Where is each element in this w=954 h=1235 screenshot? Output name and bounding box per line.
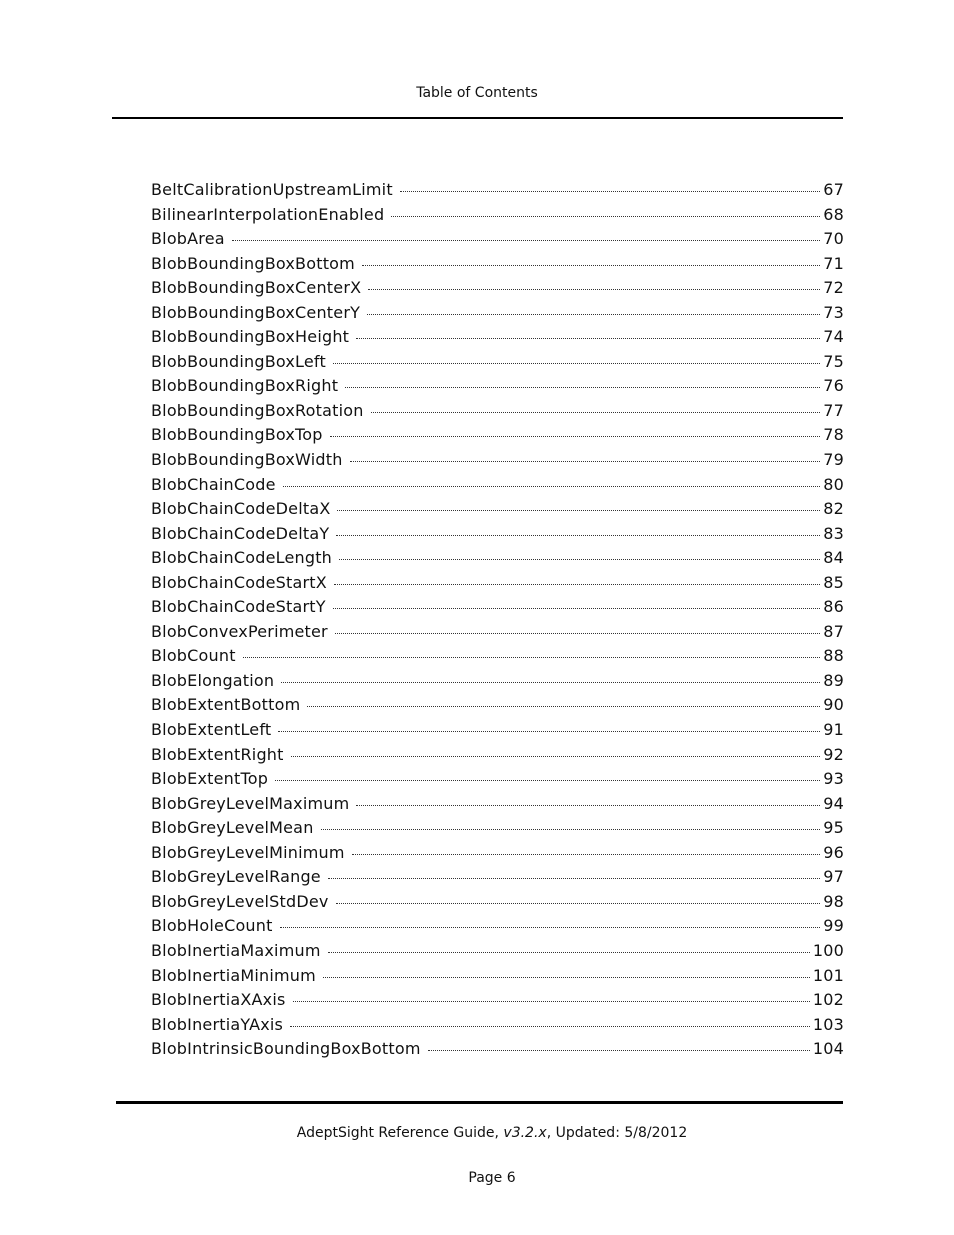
toc-entry-page-number[interactable]: 82 (823, 499, 844, 519)
toc-dot-leader (339, 558, 820, 560)
toc-entry[interactable] (151, 546, 844, 571)
toc-entry-title[interactable]: BlobGreyLevelStdDev (151, 891, 329, 911)
toc-entry[interactable] (151, 571, 844, 596)
toc-entry-page-number[interactable]: 86 (823, 597, 844, 617)
toc-entry-page-number[interactable]: 83 (823, 523, 844, 543)
toc-entry-title[interactable]: BlobExtentLeft (151, 720, 272, 740)
toc-entry[interactable] (151, 914, 844, 939)
toc-entry-title[interactable]: BlobBoundingBoxBottom (151, 253, 355, 273)
toc-entry-title[interactable]: BlobChainCode (151, 474, 276, 494)
toc-entry-page-number[interactable]: 85 (823, 572, 844, 592)
toc-entry[interactable] (151, 301, 844, 326)
toc-entry[interactable] (151, 792, 844, 817)
toc-entry[interactable] (151, 890, 844, 915)
toc-dot-leader (290, 1025, 810, 1027)
toc-entry[interactable] (151, 178, 844, 203)
toc-entry-title[interactable]: BlobBoundingBoxRotation (151, 400, 364, 420)
toc-list (151, 178, 844, 1062)
toc-entry-page-number[interactable]: 71 (823, 253, 844, 273)
toc-dot-leader (336, 534, 820, 536)
toc-dot-leader (337, 509, 820, 511)
toc-entry-page-number[interactable]: 90 (823, 695, 844, 715)
toc-entry-page-number[interactable]: 99 (823, 916, 844, 936)
footer-divider (116, 1101, 843, 1104)
toc-dot-leader (371, 411, 821, 413)
toc-entry[interactable] (151, 964, 844, 989)
toc-dot-leader (275, 779, 820, 781)
toc-dot-leader (291, 755, 821, 757)
toc-entry-page-number[interactable]: 73 (823, 302, 844, 322)
toc-entry[interactable] (151, 522, 844, 547)
toc-entry[interactable] (151, 473, 844, 498)
toc-entry-page-number[interactable]: 95 (823, 818, 844, 838)
toc-dot-leader (334, 583, 820, 585)
toc-entry-title[interactable]: BlobBoundingBoxCenterX (151, 278, 362, 298)
toc-entry-title[interactable]: BlobBoundingBoxCenterY (151, 302, 361, 322)
toc-dot-leader (283, 485, 821, 487)
toc-entry-page-number[interactable]: 67 (823, 180, 844, 199)
toc-entry-page-number[interactable]: 75 (823, 351, 844, 371)
toc-entry-page-number[interactable]: 72 (823, 278, 844, 298)
toc-entry-title[interactable]: BlobChainCodeStartX (151, 572, 327, 592)
toc-dot-leader (428, 1049, 810, 1051)
toc-entry[interactable] (151, 620, 844, 645)
toc-entry[interactable] (151, 497, 844, 522)
toc-entry-page-number[interactable]: 98 (823, 891, 844, 911)
toc-entry-title[interactable]: BlobInertiaMaximum (151, 940, 321, 960)
toc-entry-title[interactable]: BlobGreyLevelRange (151, 867, 321, 887)
page-header (0, 84, 954, 102)
header-title: Table of Contents (416, 85, 538, 101)
toc-entry-title[interactable]: BlobBoundingBoxHeight (151, 327, 350, 347)
toc-entry-page-number[interactable]: 96 (823, 842, 844, 862)
page-number-label: Page 6 (468, 1170, 516, 1186)
toc-entry-title[interactable]: BlobBoundingBoxTop (151, 425, 323, 445)
toc-entry[interactable] (151, 399, 844, 424)
toc-dot-leader (330, 435, 821, 437)
toc-entry-page-number[interactable]: 88 (823, 646, 844, 666)
toc-entry-title[interactable]: BlobChainCodeLength (151, 548, 333, 568)
toc-entry[interactable] (151, 816, 844, 841)
toc-entry-title[interactable]: BlobInertiaMinimum (151, 965, 316, 985)
toc-entry[interactable] (151, 644, 844, 669)
toc-entry-title[interactable]: BlobExtentRight (151, 744, 284, 764)
toc-entry-page-number[interactable]: 92 (823, 744, 844, 764)
toc-entry-page-number[interactable]: 91 (823, 720, 844, 740)
toc-dot-leader (333, 362, 820, 364)
toc-entry-page-number[interactable]: 93 (823, 769, 844, 789)
toc-dot-leader (345, 386, 820, 388)
toc-entry[interactable] (151, 841, 844, 866)
toc-entry-page-number[interactable]: 104 (812, 1039, 844, 1059)
toc-entry-page-number[interactable]: 87 (823, 621, 844, 641)
toc-dot-leader (281, 681, 820, 683)
footer-version: v3.2.x (503, 1125, 547, 1141)
toc-entry-title[interactable]: BlobBoundingBoxRight (151, 376, 339, 396)
toc-entry[interactable] (151, 718, 844, 743)
toc-entry-title[interactable]: BlobConvexPerimeter (151, 621, 328, 641)
toc-dot-leader (328, 951, 810, 953)
toc-entry-title[interactable]: BlobElongation (151, 670, 275, 690)
toc-entry[interactable] (151, 939, 844, 964)
toc-dot-leader (335, 632, 820, 634)
footer-updated: , Updated: 5/8/2012 (546, 1125, 688, 1141)
toc-entry[interactable] (151, 865, 844, 890)
toc-entry[interactable] (151, 350, 844, 375)
toc-entry[interactable] (151, 1037, 844, 1062)
toc-entry[interactable] (151, 252, 844, 277)
toc-entry-title[interactable]: BlobChainCodeStartY (151, 597, 326, 617)
toc-dot-leader (356, 804, 820, 806)
toc-entry[interactable] (151, 693, 844, 718)
toc-dot-leader (336, 902, 821, 904)
footer-guide-name: AdeptSight Reference Guide (296, 1125, 495, 1141)
toc-entry-page-number[interactable]: 74 (823, 327, 844, 347)
toc-entry-title[interactable]: BlobExtentBottom (151, 695, 301, 715)
toc-entry-title[interactable]: BlobInertiaYAxis (151, 1014, 284, 1034)
toc-entry-page-number[interactable]: 68 (823, 204, 844, 224)
toc-entry-page-number[interactable]: 94 (823, 793, 844, 813)
toc-dot-leader (232, 239, 820, 241)
toc-entry-page-number[interactable]: 70 (823, 229, 844, 249)
toc-dot-leader (293, 1000, 810, 1002)
toc-entry[interactable] (151, 276, 844, 301)
toc-entry-page-number[interactable]: 102 (812, 990, 844, 1010)
toc-entry-title[interactable]: BlobBoundingBoxLeft (151, 351, 326, 371)
toc-entry-page-number[interactable]: 77 (823, 400, 844, 420)
toc-dot-leader (333, 607, 821, 609)
toc-entry-title[interactable]: BlobArea (151, 229, 225, 249)
toc-entry-title[interactable]: BlobBoundingBoxWidth (151, 450, 343, 470)
toc-entry[interactable] (151, 423, 844, 448)
toc-dot-leader (243, 656, 821, 658)
toc-entry[interactable] (151, 669, 844, 694)
toc-dot-leader (356, 337, 820, 339)
toc-entry[interactable] (151, 227, 844, 252)
toc-entry-page-number[interactable]: 97 (823, 867, 844, 887)
footer-comma: , (494, 1125, 504, 1141)
toc-entry-page-number[interactable]: 78 (823, 425, 844, 445)
toc-entry-title[interactable]: BeltCalibrationUpstreamLimit (151, 180, 393, 199)
toc-entry-title[interactable]: BlobGreyLevelMean (151, 818, 314, 838)
toc-entry-title[interactable]: BlobExtentTop (151, 769, 269, 789)
toc-entry-title[interactable]: BlobGreyLevelMinimum (151, 842, 345, 862)
toc-entry[interactable] (151, 448, 844, 473)
toc-entry-title[interactable]: BlobIntrinsicBoundingBoxBottom (151, 1039, 421, 1059)
toc-entry-page-number[interactable]: 76 (823, 376, 844, 396)
toc-entry[interactable] (151, 595, 844, 620)
toc-entry-title[interactable]: BlobInertiaXAxis (151, 990, 286, 1010)
toc-entry-title[interactable]: BilinearInterpolationEnabled (151, 204, 385, 224)
footer-guide-line (297, 1124, 688, 1142)
page-footer (0, 1124, 954, 1142)
toc-entry[interactable] (151, 203, 844, 228)
toc-entry[interactable] (151, 988, 844, 1013)
toc-entry[interactable] (151, 1013, 844, 1038)
toc-entry-page-number[interactable]: 79 (823, 450, 844, 470)
toc-dot-leader (368, 288, 820, 290)
toc-entry-page-number[interactable]: 100 (812, 940, 844, 960)
page-number (0, 1169, 954, 1187)
toc-dot-leader (352, 853, 821, 855)
toc-dot-leader (391, 215, 820, 217)
toc-dot-leader (362, 264, 820, 266)
toc-dot-leader (367, 313, 820, 315)
header-divider (112, 117, 843, 119)
toc-dot-leader (307, 705, 820, 707)
toc-dot-leader (328, 877, 820, 879)
toc-dot-leader (278, 730, 820, 732)
toc-entry-page-number[interactable]: 80 (823, 474, 844, 494)
toc-entry[interactable] (151, 374, 844, 399)
toc-dot-leader (323, 976, 810, 978)
toc-entry-title[interactable]: BlobCount (151, 646, 236, 666)
toc-dot-leader (400, 190, 820, 192)
toc-dot-leader (350, 460, 821, 462)
toc-entry-page-number[interactable]: 101 (812, 965, 844, 985)
toc-entry-title[interactable]: BlobGreyLevelMaximum (151, 793, 350, 813)
toc-entry-page-number[interactable]: 89 (823, 670, 844, 690)
toc-dot-leader (321, 828, 821, 830)
toc-entry[interactable] (151, 767, 844, 792)
toc-entry-title[interactable]: BlobChainCodeDeltaY (151, 523, 330, 543)
toc-entry-title[interactable]: BlobHoleCount (151, 916, 273, 936)
toc-dot-leader (280, 926, 821, 928)
toc-entry-page-number[interactable]: 103 (812, 1014, 844, 1034)
toc-entry[interactable] (151, 743, 844, 768)
toc-entry-page-number[interactable]: 84 (823, 548, 844, 568)
toc-entry-title[interactable]: BlobChainCodeDeltaX (151, 499, 331, 519)
toc-entry[interactable] (151, 325, 844, 350)
